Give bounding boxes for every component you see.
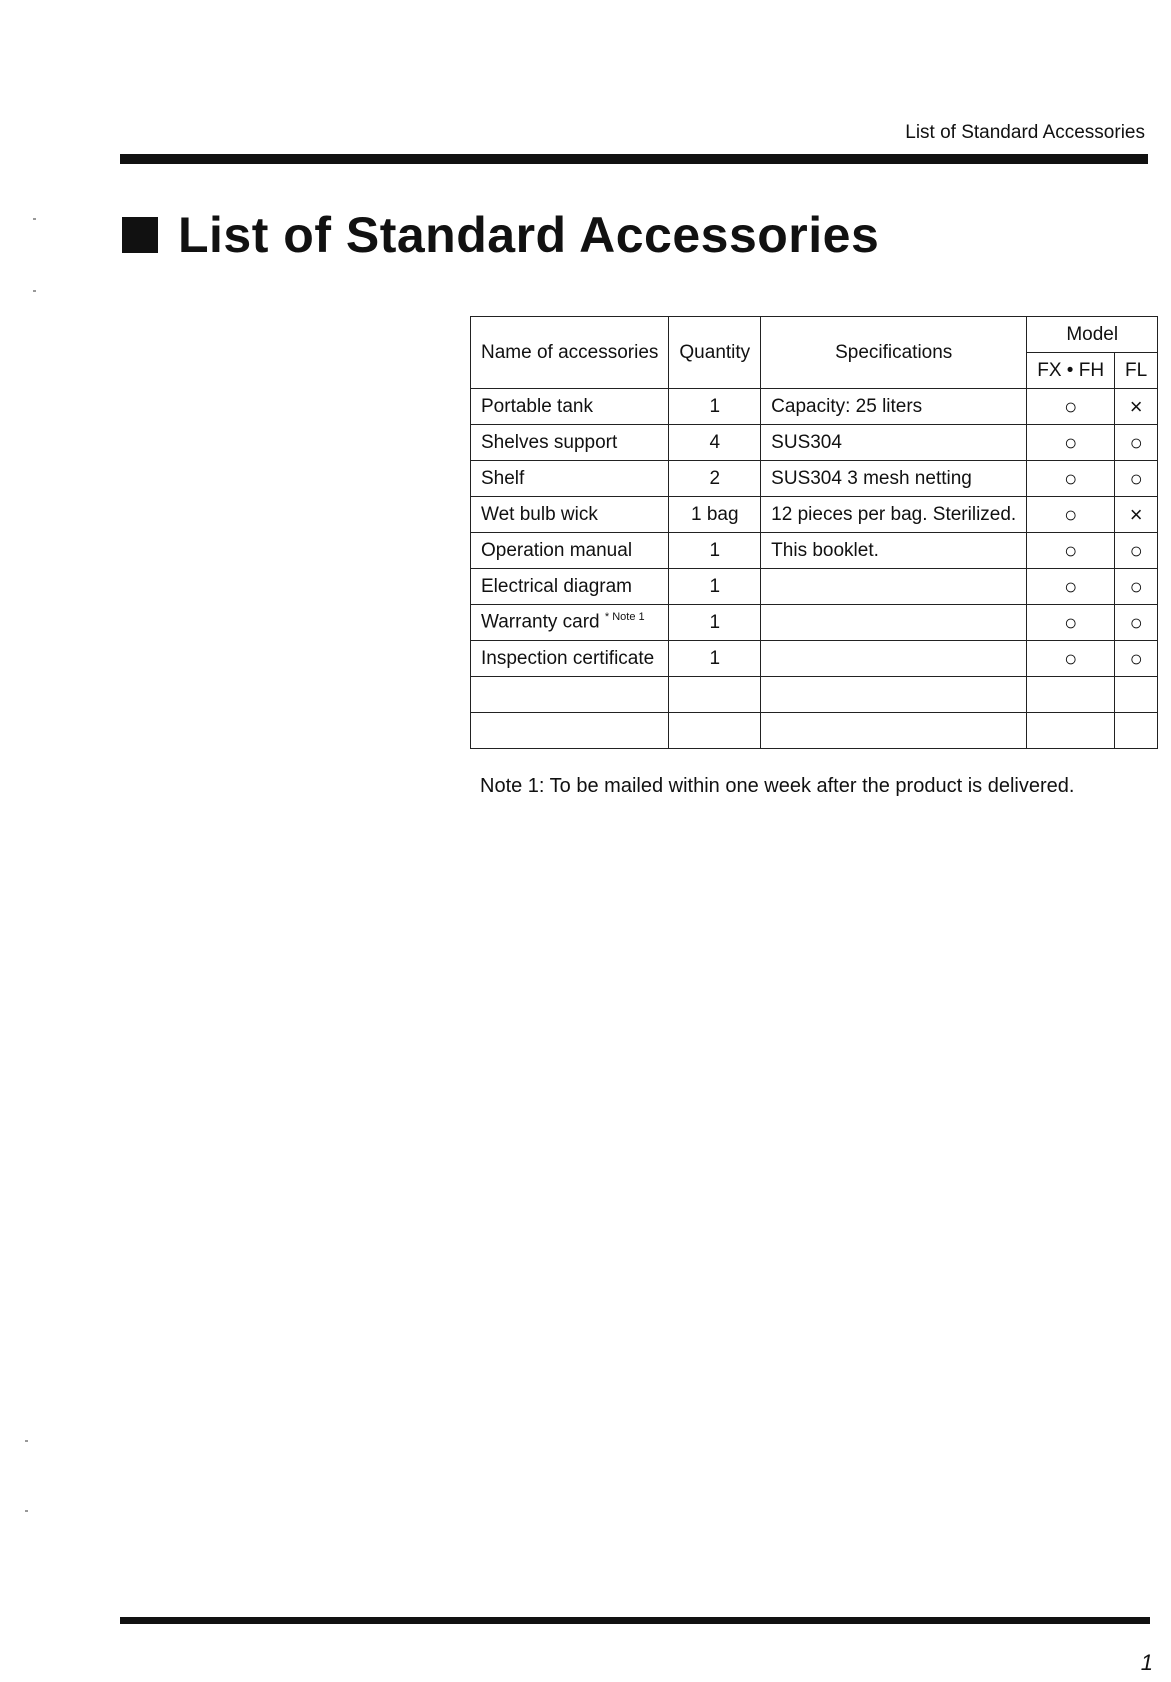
row-name: Shelves support <box>471 425 669 461</box>
table-row-empty <box>471 713 1158 749</box>
row-model-fl: ○ <box>1115 533 1158 569</box>
scan-speck <box>33 218 36 220</box>
table-row <box>471 497 1158 533</box>
row-model-fl <box>1115 677 1158 713</box>
row-spec: This booklet. <box>761 533 1027 569</box>
scan-speck <box>25 1440 28 1442</box>
row-quantity: 1 <box>669 389 761 425</box>
row-model-fx-fh <box>1027 677 1115 713</box>
row-quantity <box>669 713 761 749</box>
scan-speck <box>33 290 36 292</box>
table-row <box>471 569 1158 605</box>
footnote: Note 1: To be mailed within one week after the product is delivered. <box>480 775 1075 797</box>
row-name: Inspection certificate <box>471 641 669 677</box>
bottom-rule <box>120 1617 1150 1624</box>
header-model: Model <box>1027 317 1158 353</box>
row-model-fl: ○ <box>1115 425 1158 461</box>
header-specifications: Specifications <box>761 317 1027 389</box>
row-model-fl: ○ <box>1115 641 1158 677</box>
row-spec: SUS304 3 mesh netting <box>761 461 1027 497</box>
row-model-fx-fh: ○ <box>1027 605 1115 641</box>
table-row <box>471 389 1158 425</box>
table-row-empty <box>471 677 1158 713</box>
accessories-table <box>470 316 1158 749</box>
header-model-fl: FL <box>1115 353 1158 389</box>
row-model-fl: ○ <box>1115 569 1158 605</box>
row-model-fx-fh: ○ <box>1027 569 1115 605</box>
title-block <box>122 206 879 264</box>
row-model-fx-fh: ○ <box>1027 425 1115 461</box>
row-name: Portable tank <box>471 389 669 425</box>
row-quantity: 1 <box>669 605 761 641</box>
scan-speck <box>25 1510 28 1512</box>
row-name: Warranty card <box>481 611 600 633</box>
row-model-fx-fh: ○ <box>1027 641 1115 677</box>
row-quantity: 1 <box>669 641 761 677</box>
note-reference: * Note 1 <box>604 611 645 624</box>
row-spec <box>761 713 1027 749</box>
row-model-fl: ○ <box>1115 461 1158 497</box>
row-spec <box>761 569 1027 605</box>
page-number: 1 <box>1140 1650 1153 1675</box>
row-quantity: 1 <box>669 569 761 605</box>
header-model-fx-fh: FX • FH <box>1027 353 1115 389</box>
square-bullet-icon <box>122 217 158 253</box>
header-name: Name of accessories <box>471 317 669 389</box>
row-name-with-note <box>471 605 669 641</box>
row-model-fl: × <box>1115 497 1158 533</box>
row-model-fx-fh: ○ <box>1027 461 1115 497</box>
running-header: List of Standard Accessories <box>905 122 1145 143</box>
row-quantity: 1 <box>669 533 761 569</box>
row-model-fx-fh: ○ <box>1027 389 1115 425</box>
row-name: Shelf <box>471 461 669 497</box>
row-spec <box>761 605 1027 641</box>
header-quantity: Quantity <box>669 317 761 389</box>
row-name: Wet bulb wick <box>471 497 669 533</box>
row-model-fx-fh: ○ <box>1027 533 1115 569</box>
row-quantity: 1 bag <box>669 497 761 533</box>
row-name: Electrical diagram <box>471 569 669 605</box>
page-title: List of Standard Accessories <box>178 207 880 263</box>
row-name: Operation manual <box>471 533 669 569</box>
row-quantity <box>669 677 761 713</box>
row-spec: 12 pieces per bag. Sterilized. <box>761 497 1027 533</box>
row-quantity: 4 <box>669 425 761 461</box>
row-spec: Capacity: 25 liters <box>761 389 1027 425</box>
row-model-fx-fh: ○ <box>1027 497 1115 533</box>
table-row <box>471 461 1158 497</box>
top-rule <box>120 154 1148 164</box>
row-name <box>471 713 669 749</box>
row-model-fx-fh <box>1027 713 1115 749</box>
row-spec <box>761 677 1027 713</box>
table-row <box>471 605 1158 641</box>
table-row <box>471 425 1158 461</box>
table-row <box>471 533 1158 569</box>
row-spec <box>761 641 1027 677</box>
row-model-fl <box>1115 713 1158 749</box>
row-model-fl: ○ <box>1115 605 1158 641</box>
row-model-fl: × <box>1115 389 1158 425</box>
row-quantity: 2 <box>669 461 761 497</box>
row-spec: SUS304 <box>761 425 1027 461</box>
table-row <box>471 641 1158 677</box>
row-name <box>471 677 669 713</box>
